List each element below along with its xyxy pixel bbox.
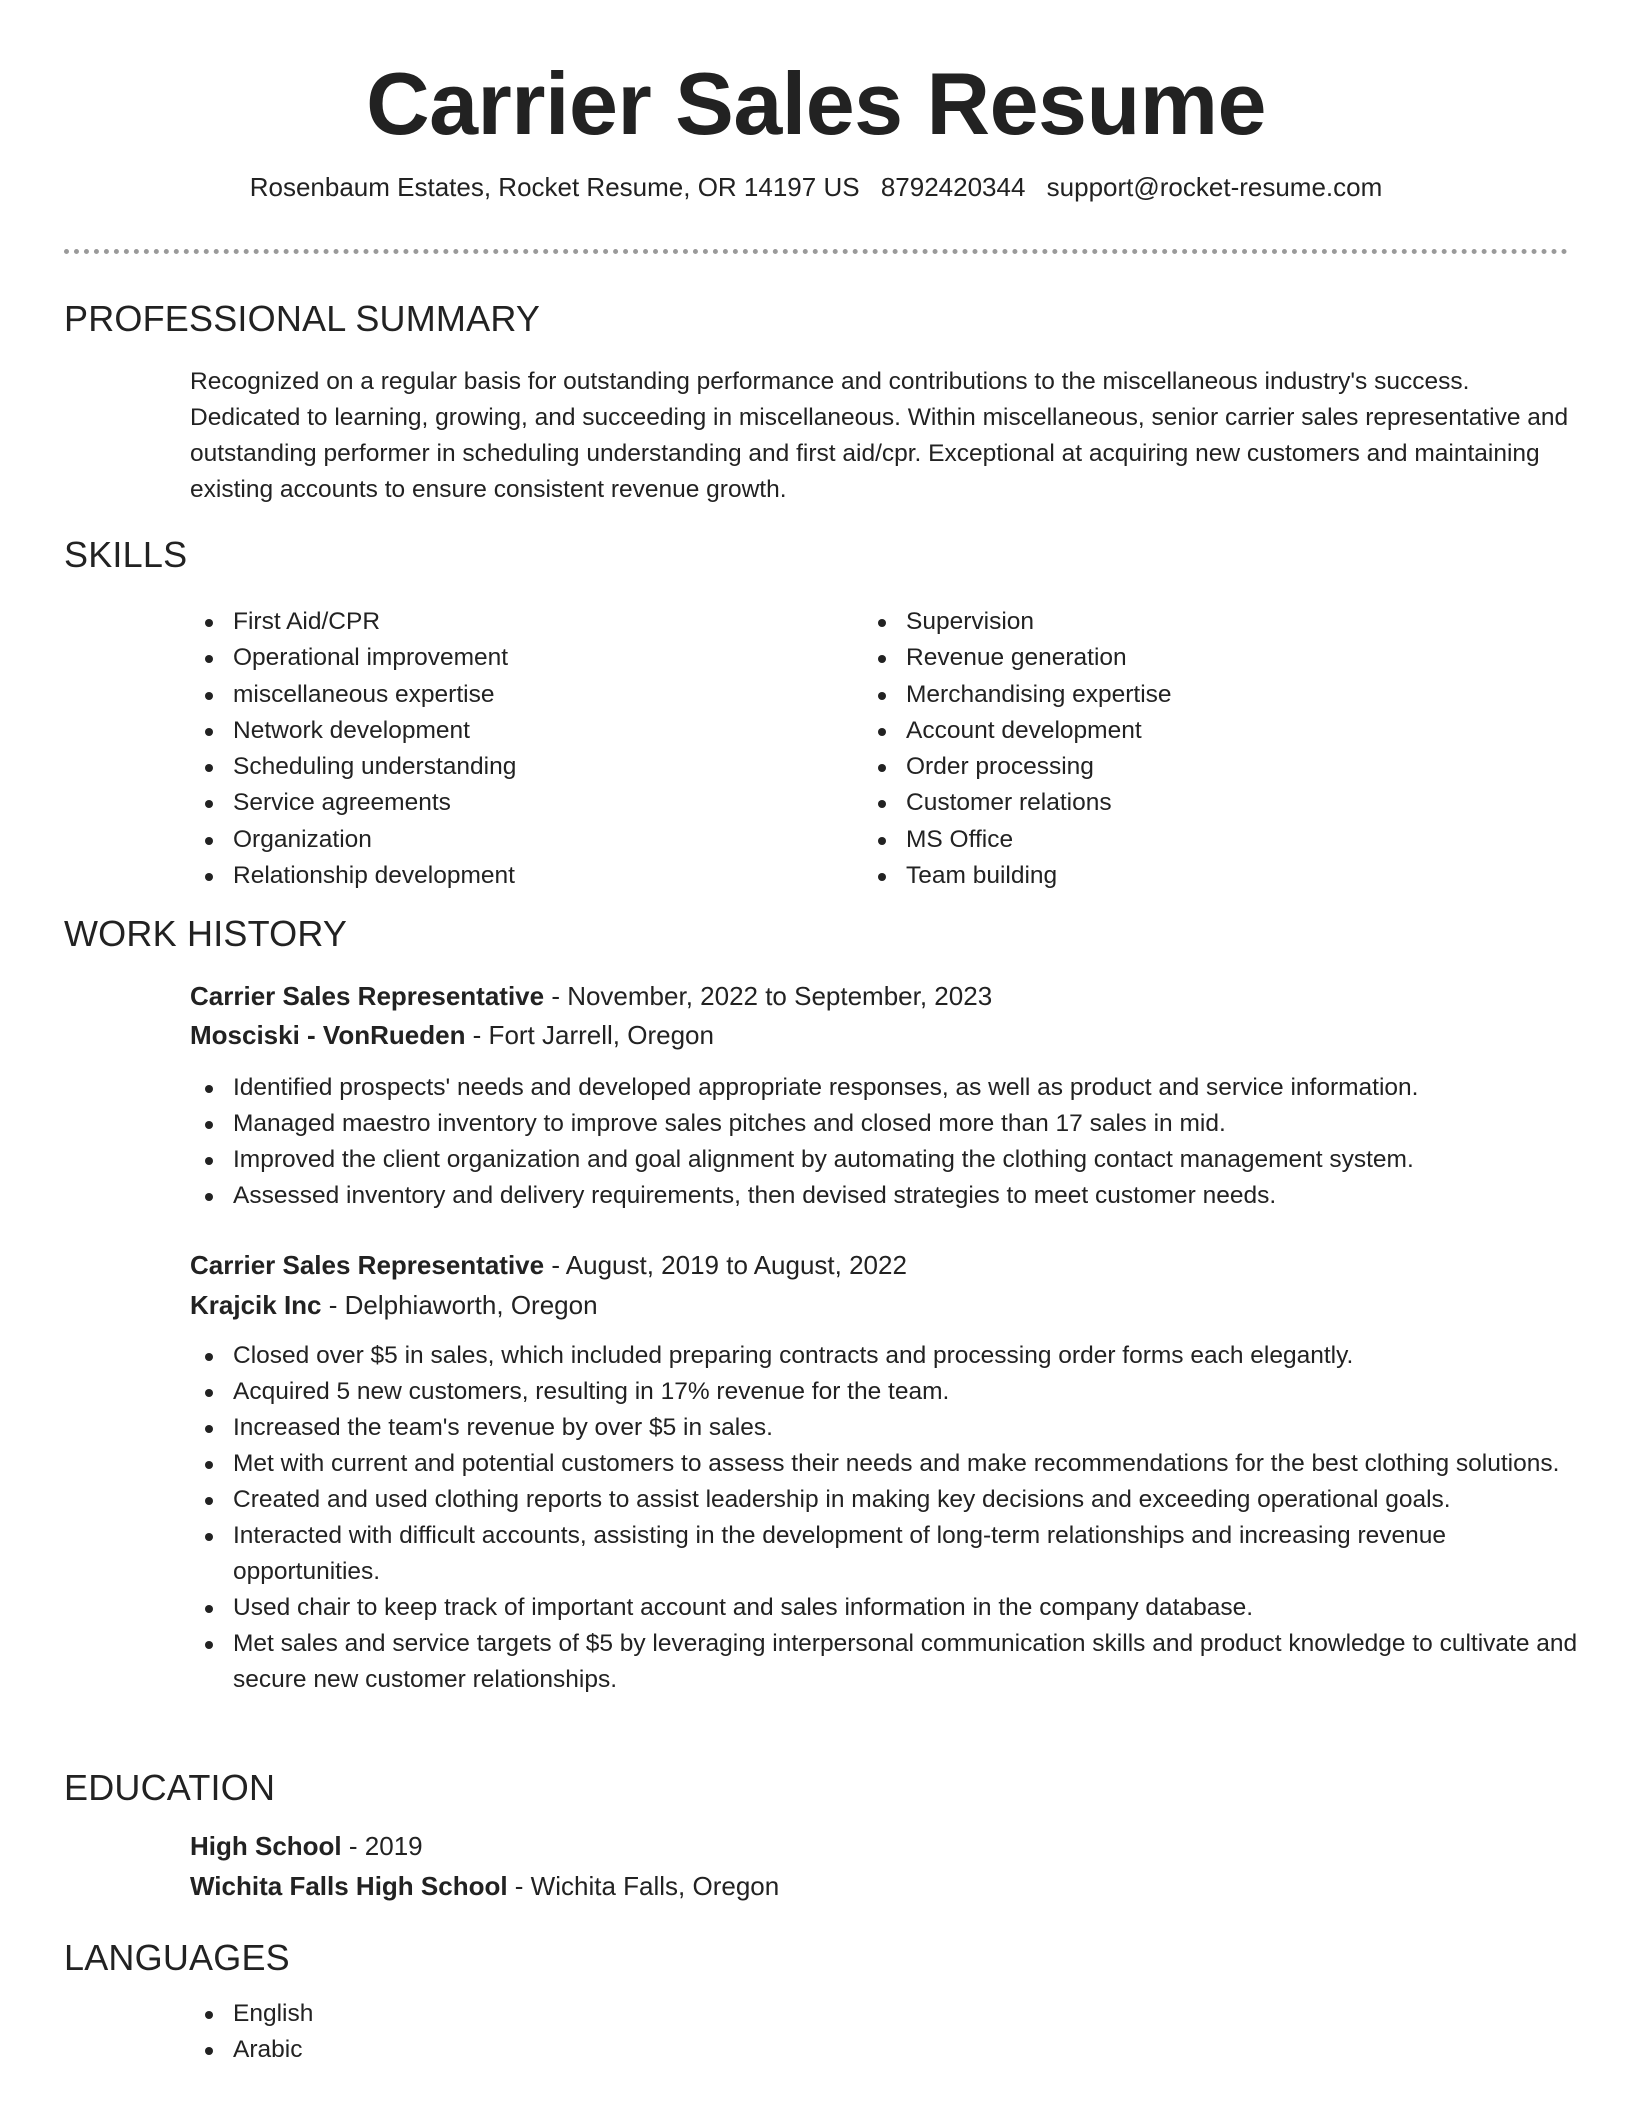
language-item: Arabic [190,2032,1590,2068]
contact-email: support@rocket-resume.com [1046,172,1383,202]
summary-text: Recognized on a regular basis for outstanding performance and contributions to the miscellaneous industry's success. Dedicated to learning, growing, and succeeding in miscellaneous. Within miscellaneous, senior carrier sales representative and outstanding performer in scheduling understanding and first aid/cpr. Exceptional at acquiring new customers and maintaining existing accounts to ensure consistent revenue growth. [190,368,1569,503]
job-bullet: Closed over $5 in sales, which included preparing contracts and processing order forms each elegantly. [190,1338,1590,1374]
languages-heading: LANGUAGES [64,1937,290,1978]
skills-list-left [190,604,810,894]
education-location: - Wichita Falls, Oregon [507,1871,780,1901]
header-divider [64,249,1568,254]
job-title-line [190,1246,907,1284]
contact-phone: 8792420344 [880,172,1026,202]
skill-item: Customer relations [863,785,1483,821]
language-item: English [190,1996,1590,2032]
work-history-heading: WORK HISTORY [64,913,348,954]
contact-line [64,170,1568,204]
resume-title: Carrier Sales Resume [366,54,1266,153]
job-bullet: Assessed inventory and delivery requirements, then devised strategies to meet customer needs. [190,1178,1590,1214]
skill-item: miscellaneous expertise [190,677,810,713]
job-company-line [190,1016,714,1054]
education-school: Wichita Falls High School [190,1871,508,1901]
skill-item: Relationship development [190,858,810,894]
job-bullet: Used chair to keep track of important account and sales information in the company database. [190,1590,1590,1626]
skill-item: Scheduling understanding [190,749,810,785]
job-title: Carrier Sales Representative [190,1250,545,1280]
job-bullet: Met sales and service targets of $5 by leveraging interpersonal communication skills and product knowledge to cultivate and secure new customer relationships. [190,1626,1590,1698]
skill-item: Organization [190,822,810,858]
job-bullet: Created and used clothing reports to assist leadership in making key decisions and exceeding operational goals. [190,1482,1590,1518]
job-bullet: Improved the client organization and goal alignment by automating the clothing contact management system. [190,1142,1590,1178]
skill-item: Network development [190,713,810,749]
job-company: Mosciski - VonRueden [190,1020,466,1050]
skill-item: Account development [863,713,1483,749]
job-bullet: Identified prospects' needs and developed appropriate responses, as well as product and service information. [190,1070,1590,1106]
skill-item: MS Office [863,822,1483,858]
education-degree: High School [190,1831,342,1861]
education-degree-line [190,1826,423,1866]
education-heading: EDUCATION [64,1767,276,1808]
education-school-line [190,1866,779,1906]
skill-item: Revenue generation [863,640,1483,676]
skill-item: First Aid/CPR [190,604,810,640]
skill-item: Service agreements [190,785,810,821]
job-bullets [190,1070,1590,1214]
job-location: - Delphiaworth, Oregon [321,1290,598,1320]
job-title-line [190,977,992,1015]
skill-item: Supervision [863,604,1483,640]
skills-list-right [863,604,1483,894]
skills-heading: SKILLS [64,534,188,575]
job-bullet: Managed maestro inventory to improve sales pitches and closed more than 17 sales in mid. [190,1106,1590,1142]
summary-heading: PROFESSIONAL SUMMARY [64,298,541,339]
skill-item: Merchandising expertise [863,677,1483,713]
job-bullet: Acquired 5 new customers, resulting in 17% revenue for the team. [190,1374,1590,1410]
education-year: - 2019 [341,1831,423,1861]
contact-address: Rosenbaum Estates, Rocket Resume, OR 14197 US [249,172,860,202]
job-bullet: Interacted with difficult accounts, assisting in the development of long-term relationships and increasing revenue opportunities. [190,1518,1590,1590]
job-dates: - August, 2019 to August, 2022 [544,1250,907,1280]
skill-item: Operational improvement [190,640,810,676]
job-location: - Fort Jarrell, Oregon [465,1020,714,1050]
job-company-line [190,1286,598,1324]
job-company: Krajcik Inc [190,1290,322,1320]
job-bullets [190,1338,1590,1698]
skill-item: Team building [863,858,1483,894]
job-dates: - November, 2022 to September, 2023 [544,981,993,1011]
job-title: Carrier Sales Representative [190,981,545,1011]
job-bullet: Met with current and potential customers to assess their needs and make recommendations for the best clothing solutions. [190,1446,1590,1482]
job-bullet: Increased the team's revenue by over $5 in sales. [190,1410,1590,1446]
skill-item: Order processing [863,749,1483,785]
languages-list [190,1996,1590,2068]
